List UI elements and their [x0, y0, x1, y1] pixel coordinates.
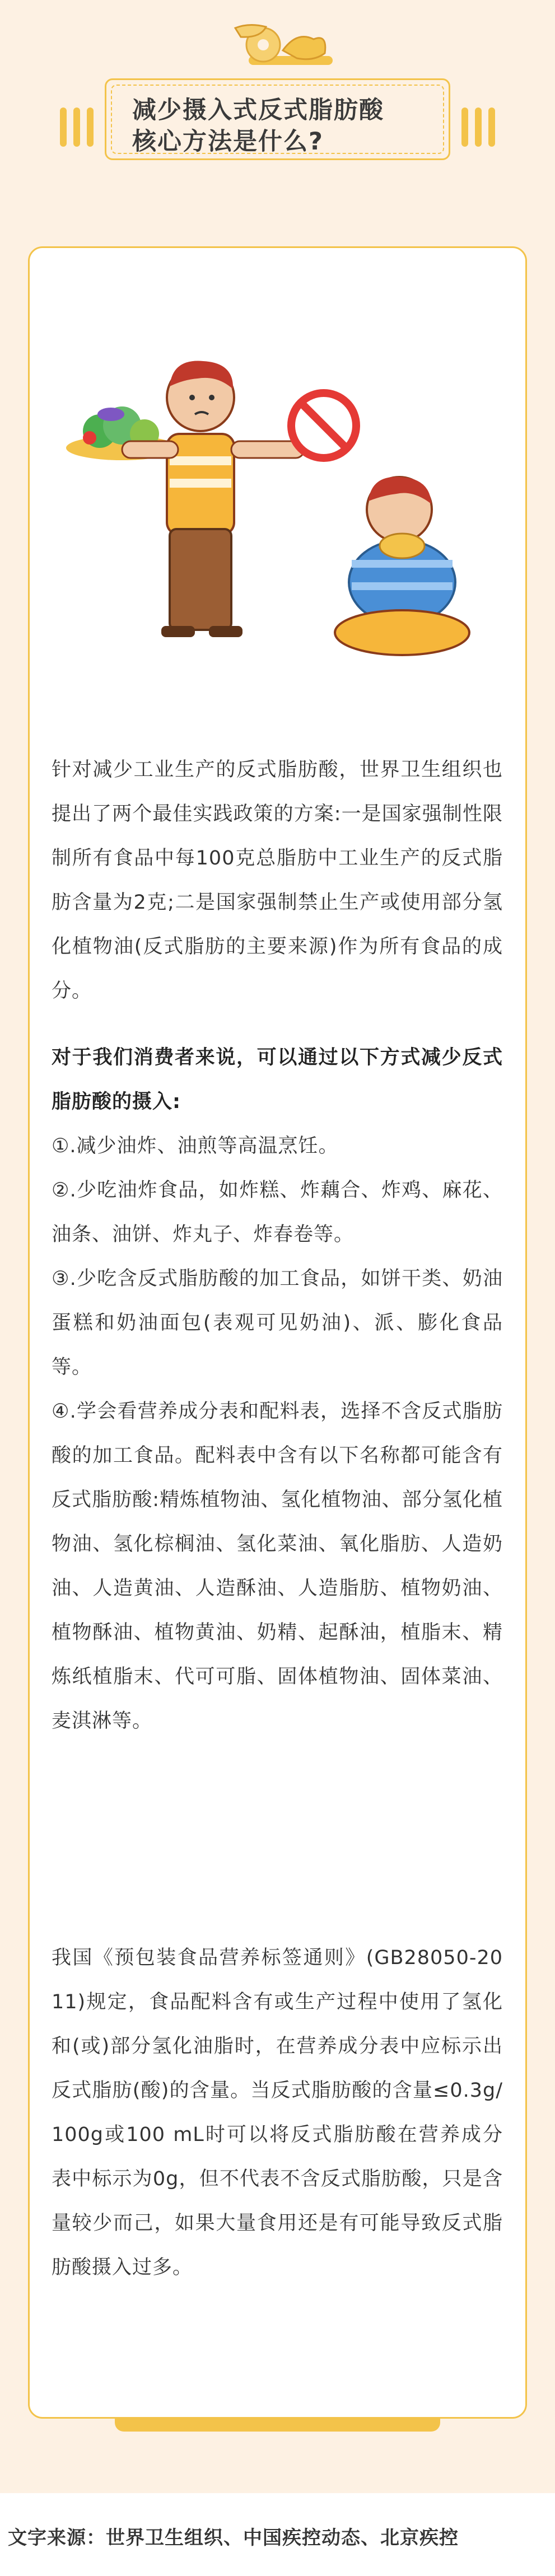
consumer-lead: 对于我们消费者来说，可以通过以下方式减少反式脂肪酸的摄入:: [52, 1046, 503, 1113]
tip-1: ①.减少油炸、油煎等高温烹饪。: [52, 1135, 339, 1157]
tip-4: ④.学会看营养成分表和配料表，选择不含反式脂肪酸的加工食品。配料表中含有以下名称都可能含有反式脂肪酸:精炼植物油、氢化植物油、部分氢化植物油、氢化棕榈油、氢化菜油、氧化脂肪、人造奶油、人造黄油、人造酥油、人造脂肪、植物奶油、植物酥油、植物黄油、奶精、起酥油，植脂末、精炼纸植脂末、代可可脂、固体植物油、固体菜油、麦淇淋等。: [52, 1400, 503, 1732]
adult-figure-icon: [122, 361, 304, 637]
title-stripes-right: [461, 107, 495, 147]
title-stripes-left: [60, 107, 94, 147]
article-body: [52, 748, 503, 1743]
intro-paragraph: 针对减少工业生产的反式脂肪酸，世界卫生组织也提出了两个最佳实践政策的方案:一是国家强制性限制所有食品中每100克总脂肪中工业生产的反式脂肪含量为2克;二是国家强制禁止生产或使用部分氢化植物油(反式脂肪的主要来源)作为所有食品的成分。: [52, 759, 503, 1002]
page-title-line1: 减少摄入式反式脂肪酸: [132, 96, 384, 124]
title-banner: [49, 78, 506, 162]
illustration: [55, 319, 503, 683]
title-box: [105, 78, 450, 160]
tip-3: ③.少吃含反式脂肪酸的加工食品，如饼干类、奶油蛋糕和奶油面包(表观可见奶油)、派、膨化食品等。: [52, 1268, 503, 1378]
page-title-line2: 核心方法是什么?: [132, 128, 324, 156]
regulation-paragraph: 我国《预包装食品营养标签通则》(GB28050-2011)规定，食品配料含有或生产过程中使用了氢化和(或)部分氢化油脂时，在营养成分表中应标示出反式脂肪(酸)的含量。当反式脂肪酸的含量≤0.3g/100g或100 mL时可以将反式脂肪酸在营养成分表中标示为0g，但不代表不含反式脂肪酸，只是含量较少而己，如果大量食用还是有可能导致反式脂肪酸摄入过多。: [52, 1947, 503, 2279]
child-eating-icon: [335, 477, 469, 655]
source-bar: [0, 2493, 555, 2576]
prohibited-sign-icon: [291, 393, 356, 458]
tip-2: ②.少吃油炸食品，如炸糕、炸藕合、炸鸡、麻花、油条、油饼、炸丸子、炸春卷等。: [52, 1179, 503, 1246]
source-text: 文字来源：世界卫生组织、中国疾控动态、北京疾控: [8, 2527, 459, 2549]
